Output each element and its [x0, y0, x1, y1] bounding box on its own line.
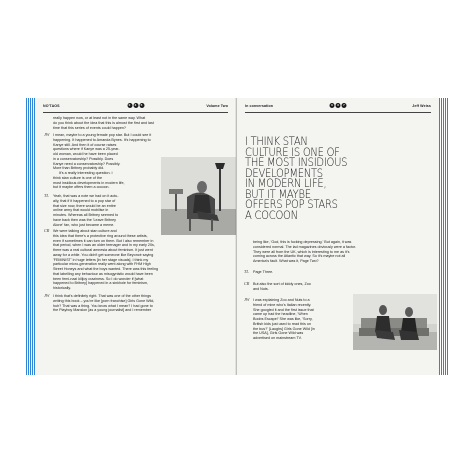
text-line: Alone' fan, who just became a meme. [53, 222, 115, 227]
text-line: in a conservatorship? Possibly. Does [53, 156, 114, 161]
portrait-photo-right [353, 294, 437, 350]
text-line: historically. [53, 286, 71, 290]
text-line: but it maybe offers them a cocoon. [53, 185, 110, 190]
text-line: writing this book – you're like [porn franchise] Girls Gone Wild, [53, 298, 155, 303]
text-line: think stan culture is one of the [53, 175, 102, 180]
speaker-initials: TL [244, 269, 249, 274]
text-line: the bus?' [Laughs] Girls Gone Wild [in [253, 326, 315, 331]
text-line: Kanye still. And then it of course raises [53, 142, 117, 147]
text-line: that period, when I was an older teenager and in my early 20s, [53, 243, 155, 248]
speaker-initials: JW [244, 297, 250, 302]
text-line: do you think about the idea that this is almost the first and last [53, 120, 154, 125]
left-page-edge [26, 98, 35, 375]
text-line: huh? That was a thing. You know what I mean? I had gone to [53, 303, 153, 308]
text-block-0 [53, 116, 231, 130]
text-line: Yeah, that was a note we had on it actu- [53, 194, 119, 198]
left-page [35, 98, 237, 375]
header-rule [43, 112, 228, 113]
text-line: Street Honeys and what the boys wanted. There was this feeling [53, 267, 159, 271]
text-line: 'FEMINIST' in huge letters [in her stage visuals]. I think my [53, 257, 149, 262]
speaker-initials: JW [44, 132, 50, 137]
pull-quote-line: DEVELOPMENTS [245, 165, 323, 180]
photo-image [353, 294, 437, 350]
text-line: old woman, would he have been placed [53, 152, 118, 156]
speaker-initials: CR [244, 281, 250, 286]
text-line: away for a while. You didn't get someone like Beyoncé saying [53, 252, 154, 257]
portrait-photo-left [161, 157, 237, 235]
page-digit: 0 [128, 103, 131, 107]
text-line: I think that's definitely right. That was one of the other things [53, 294, 152, 298]
speaker-initials: CR [44, 228, 50, 233]
pull-quote-line: CULTURE IS ONE OF [245, 144, 340, 159]
text-line: Page Three. [253, 270, 274, 274]
speaker-initials: TL [44, 193, 49, 198]
pull-quote-line: A COCOON [245, 207, 298, 222]
text-line: been femi-nazi killjoy craziness. So I do wonder if [what [53, 276, 144, 281]
text-line: minutes. Whereas all Britney seemed to [53, 213, 119, 217]
text-block-4 [44, 293, 233, 313]
text-line: happening. It happened to Amanda Bynes. It's happening to [53, 137, 151, 142]
pull-quote-line: I THINK STAN [245, 134, 308, 148]
page-digit: 0 [331, 103, 333, 107]
left-volume-label: Volume Two [206, 104, 228, 108]
text-line: this idea that there's a protective ring around these artists, [53, 233, 148, 238]
header-rule [245, 112, 431, 113]
pull-quote-line: OFFERS POP STARS [245, 197, 338, 211]
text-line: really happen now, or at least not in the same way. What [53, 116, 146, 120]
text-line: I was explaining Zoo and Nuts to a [253, 298, 310, 302]
photo-image [161, 157, 237, 235]
text-line: online army that would mobilise in [53, 208, 109, 213]
pull-quote-line: THE MOST INSIDIOUS [245, 155, 348, 169]
pull-quote-line: BUT IT MAYBE [245, 186, 311, 201]
text-line: advertised on mainstream TV. [253, 336, 302, 340]
text-line: They were all from the UK, which is interesting to me as it's [253, 249, 350, 254]
speaker-initials: JW [44, 293, 50, 298]
text-line: She googled it and the first issue that [253, 307, 314, 312]
text-line: particular micro-generation really went along with FHM High [53, 262, 151, 267]
text-line: most insidious developments in modern life, [53, 180, 125, 185]
text-line: have back then was the 'Leave Britney [53, 217, 117, 222]
text-line: America's fault. What was it, Page Two? [253, 259, 319, 263]
text-line: It's a really interesting question. I [59, 171, 113, 175]
text-line: British kids just used to read this on [253, 321, 312, 326]
pull-quote-line: IN MODERN LIFE, [245, 176, 327, 190]
right-author-label: Jeff Weiss [412, 104, 431, 108]
text-line: We were talking about stan culture and [53, 229, 117, 233]
text-block-r2 [244, 281, 333, 292]
text-block-r3 [244, 297, 349, 341]
pull-quote [245, 134, 348, 222]
text-line: I mean, maybe to a young female pop star. But I could see it [53, 133, 152, 137]
text-line: considered normal. The lad magazines obviously were a factor. [253, 244, 357, 249]
text-line: Kanye need a conservatorship? Possibly. [53, 161, 121, 166]
text-block-r0 [253, 240, 433, 264]
text-line: the Playboy Mansion [as a young journalist] and I remember [53, 308, 152, 313]
page-digit: 5 [140, 103, 143, 107]
text-line: came up had the headline, 'When [253, 312, 308, 317]
right-section-label: In conversation [245, 104, 274, 108]
text-line: friend of mine who's Italian recently. [253, 302, 312, 307]
text-block-r1 [244, 269, 333, 275]
text-line: the USA], Girls Gone Wild was [253, 331, 304, 336]
text-line: Boobs Escape!' She was like, 'Sorry, [253, 317, 313, 321]
text-line: being like, 'God, this is fucking depressing.' But again, it was [253, 240, 352, 244]
text-block-2 [44, 193, 153, 227]
left-section-label: NO'TAOS [43, 104, 60, 108]
text-line: happened to Britney] happened in a sinkhole for feminism, [53, 281, 149, 286]
text-line: ally, that if it happened to a pop star of [53, 198, 116, 203]
text-line: even if sometimes it can turn on them. But I also remember in [53, 238, 154, 243]
text-line: and Nuts. [253, 286, 269, 291]
text-block-3 [44, 228, 233, 291]
left-running-head [43, 104, 228, 110]
left-page-number [127, 103, 144, 108]
text-line: But also the sort of kiddy ones, Zoo [253, 282, 311, 286]
text-line: there was a real cultural amnesia about feminism. It just went [53, 248, 153, 252]
text-line: time that this series of events could happen? [53, 125, 126, 130]
page-digit: 3 [134, 103, 137, 107]
right-page [237, 98, 439, 375]
page-digit: 7 [343, 103, 345, 107]
right-running-head [245, 104, 431, 110]
page-digit: 3 [337, 103, 339, 107]
text-line: that labelling any behaviour as misogynistic would have been [53, 271, 153, 276]
right-page-number [330, 103, 347, 108]
text-line: More than Britney probably did. [53, 166, 105, 171]
text-line: that size now, there would be an entire [53, 203, 116, 208]
text-line: questions where if Kanye was a 25-year- [53, 147, 120, 152]
right-page-edge [439, 98, 448, 375]
text-line: coming across the Atlantic that way. So it's maybe not all [253, 254, 346, 259]
magazine-spread [26, 98, 448, 375]
